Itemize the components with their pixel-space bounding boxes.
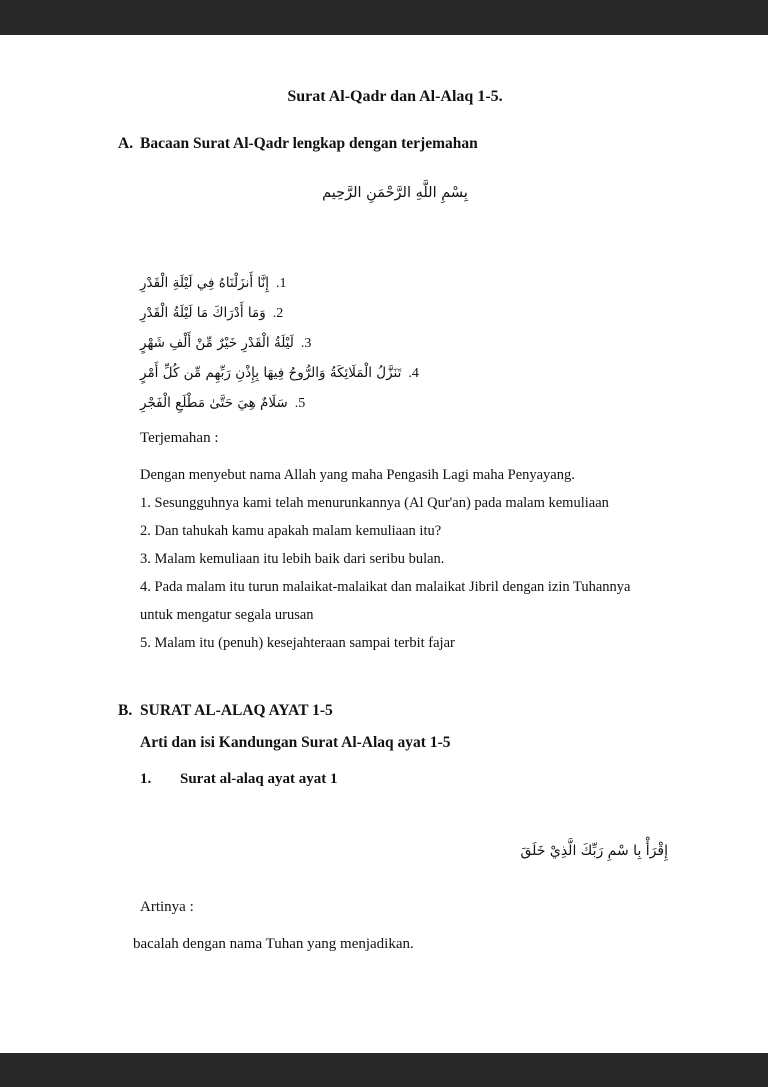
page-title: Surat Al-Qadr dan Al-Alaq 1-5. <box>287 88 503 105</box>
alaq-verse-1-meaning: bacalah dengan nama Tuhan yang menjadikan. <box>133 936 414 952</box>
item-1-title: Surat al-alaq ayat ayat 1 <box>180 771 338 787</box>
terjemahan-label: Terjemahan : <box>140 430 219 446</box>
artinya-label: Artinya : <box>140 899 194 915</box>
section-a-heading-text: Bacaan Surat Al-Qadr lengkap dengan terjemahan <box>140 135 478 152</box>
bismillah-text: بِسْمِ اللَّهِ الرَّحْمَنِ الرَّحِيم <box>322 185 468 201</box>
translation-line-4-continued: untuk mengatur segala urusan <box>140 607 314 623</box>
quran-verse-5 <box>140 388 672 418</box>
section-b-heading-text: SURAT AL-ALAQ AYAT 1-5 <box>140 702 333 719</box>
alaq-verse-1-arabic: إِقْرَأْ بِا سْمِ رَبِّكَ الَّذِيْ خَلَقَ <box>520 843 668 859</box>
verse-4-number: .4 <box>408 366 419 381</box>
verse-2-number: .2 <box>272 306 284 321</box>
quran-verse-3 <box>140 328 672 358</box>
translation-line-4: 4. Pada malam itu turun malaikat-malaikat dan malaikat Jibril dengan izin Tuhannya <box>140 579 631 595</box>
verse-3-arabic: لَيْلَةُ الْقَدْرِ خَيْرٌ مِّنْ أَلْفِ شَهْرٍ <box>140 335 294 351</box>
translation-line-2: 2. Dan tahukah kamu apakah malam kemuliaan itu? <box>140 523 442 539</box>
quran-verses-list <box>140 268 672 418</box>
section-b-item-1 <box>140 769 672 789</box>
verse-1-number: .1 <box>276 276 287 291</box>
item-1-number: 1. <box>140 771 152 787</box>
section-b-heading <box>118 701 672 721</box>
quran-verse-2 <box>140 298 672 328</box>
translation-block <box>140 461 672 657</box>
top-letterbox <box>0 0 768 35</box>
section-b-subheading: Arti dan isi Kandungan Surat Al-Alaq ayat 1-5 <box>140 734 451 751</box>
quran-verse-4 <box>140 358 672 388</box>
section-a-label: A. <box>118 135 134 152</box>
section-b-label: B. <box>118 702 133 719</box>
translation-line-3: 3. Malam kemuliaan itu lebih baik dari seribu bulan. <box>140 551 445 567</box>
verse-5-number: .5 <box>294 396 306 411</box>
translation-line-bismillah: Dengan menyebut nama Allah yang maha Pengasih Lagi maha Penyayang. <box>140 467 575 483</box>
translation-line-1: 1. Sesungguhnya kami telah menurunkannya (Al Qur'an) pada malam kemuliaan <box>140 495 609 511</box>
translation-line-5: 5. Malam itu (penuh) kesejahteraan sampai terbit fajar <box>140 635 455 651</box>
document-sheet <box>0 35 768 1053</box>
section-a-heading <box>118 134 672 154</box>
bottom-letterbox <box>0 1053 768 1087</box>
verse-1-arabic: إِنَّا أَنزَلْنَاهُ فِي لَيْلَةِ الْقَدْرِ <box>140 275 270 291</box>
verse-5-arabic: سَلَامٌ هِيَ حَتَّىٰ مَطْلَعِ الْفَجْرِ <box>140 395 288 411</box>
verse-2-arabic: وَمَا أَدْرَاكَ مَا لَيْلَةُ الْقَدْرِ <box>140 305 266 321</box>
quran-verse-1 <box>140 268 672 298</box>
verse-3-number: .3 <box>300 336 312 351</box>
verse-4-arabic: تَنَزَّلُ الْمَلَائِكَةُ وَالرُّوحُ فِيهَا بِإِذْنِ رَبِّهِم مِّن كُلِّ أَمْرٍ <box>140 365 402 381</box>
